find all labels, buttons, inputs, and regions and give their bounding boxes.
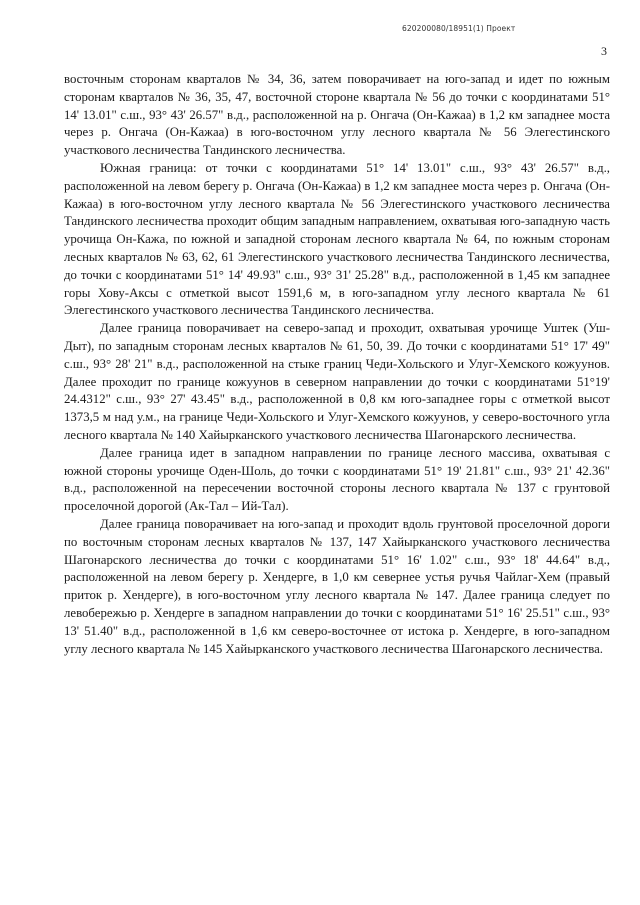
page-number: 3 (601, 44, 607, 58)
paragraph-continuation: восточным сторонам кварталов № 34, 36, затем поворачивает на юго-запад и идет по южным сторонам кварталов № 36, 35, 47, восточной стороне квартала № 56 до точки с координатами 51° 14' 13.01" с.ш., 93° 43' 26.57" в.д., расположенной на р. Онгача (Он-Кажаа) в 1,2 км западнее моста через р. Онгача (Он-Кажаа) в юго-восточном углу лесного квартала № 56 Элегестинского участкового лесничества Тандинского лесничества. (64, 72, 610, 158)
paragraph-west-direction: Далее граница идет в западном направлении по границе лесного массива, охватывая с южной стороны урочище Оден-Шоль, до точки с координатами 51° 19' 21.81" с.ш., 93° 21' 42.36" в.д., расположенной на пересечении восточной стороны лесного квартала № 137 с грунтовой проселочной дорогой (Ак-Тал – Ий-Тал). (64, 445, 610, 514)
paragraph-southwest-turn: Далее граница поворачивает на юго-запад и проходит вдоль грунтовой проселочной дороги по восточным сторонам лесных кварталов № 137, 147 Хайырканского участкового лесничества Шагонарского лесничества до точки с координатами 51° 16' 1.02" с.ш., 93° 18' 44.64" в.д., расположенной на левом берегу р. Хендерге, в 1,0 км севернее устья ручья Чайлаг-Хем (правый приток р. Хендерге), в юго-восточном углу лесного квартала № 147. Далее граница следует по левобережью р. Хендерге в западном направлении до точки с координатами 51° 16' 25.51" с.ш., 93° 13' 51.40" в.д., расположенной в 1,6 км северо-восточнее от истока р. Хендерге, в юго-западном углу лесного квартала № 145 Хайырканского участкового лесничества Шагонарского лесничества. (64, 516, 610, 656)
document-id: 620200080/18951(1) Проект (402, 24, 516, 33)
paragraph-south-boundary: Южная граница: от точки с координатами 51° 14' 13.01" с.ш., 93° 43' 26.57" в.д., расположенной на левом берегу р. Онгача (Он-Кажаа) в 1,2 км западнее моста через р. Онгача (Он-Кажаа) в юго-восточном углу лесного квартала № 56 Элегестинского участкового лесничества Тандинского лесничества проходит общим западным направлением, охватывая юго-западную часть урочища Он-Кажа, по южной и западной сторонам лесного квартала № 64, по южным сторонам лесных кварталов № 63, 62, 61 Элегестинского участкового лесничества Тандинского лесничества, до точки с координатами 51° 14' 49.93" с.ш., 93° 31' 25.28" в.д., расположенной в 1,45 км западнее горы Хову-Аксы с отметкой высот 1591,6 м, в юго-западном углу лесного квартала № 61 Элегестинского участкового лесничества Тандинского лесничества. (64, 160, 610, 318)
document-body (64, 71, 610, 658)
paragraph-northwest-turn: Далее граница поворачивает на северо-запад и проходит, охватывая урочище Уштек (Уш-Дыт), по западным сторонам лесных кварталов № 61, 50, 39. До точки с координатами 51° 17' 49" с.ш., 93° 28' 21" в.д., расположенной на стыке границ Чеди-Хольского и Улуг-Хемского кожуунов. Далее проходит по границе кожуунов в северном направлении до точки с координатами 51°19' 24.4312" с.ш., 93° 27' 43.45" в.д., расположенной в 0,8 км юго-западнее горы с отметкой высот 1373,5 м над у.м., на границе Чеди-Хольского и Улуг-Хемского кожуунов, у северо-восточного угла лесного квартала № 140 Хайырканского участкового лесничества Шагонарского лесничества. (64, 321, 610, 442)
